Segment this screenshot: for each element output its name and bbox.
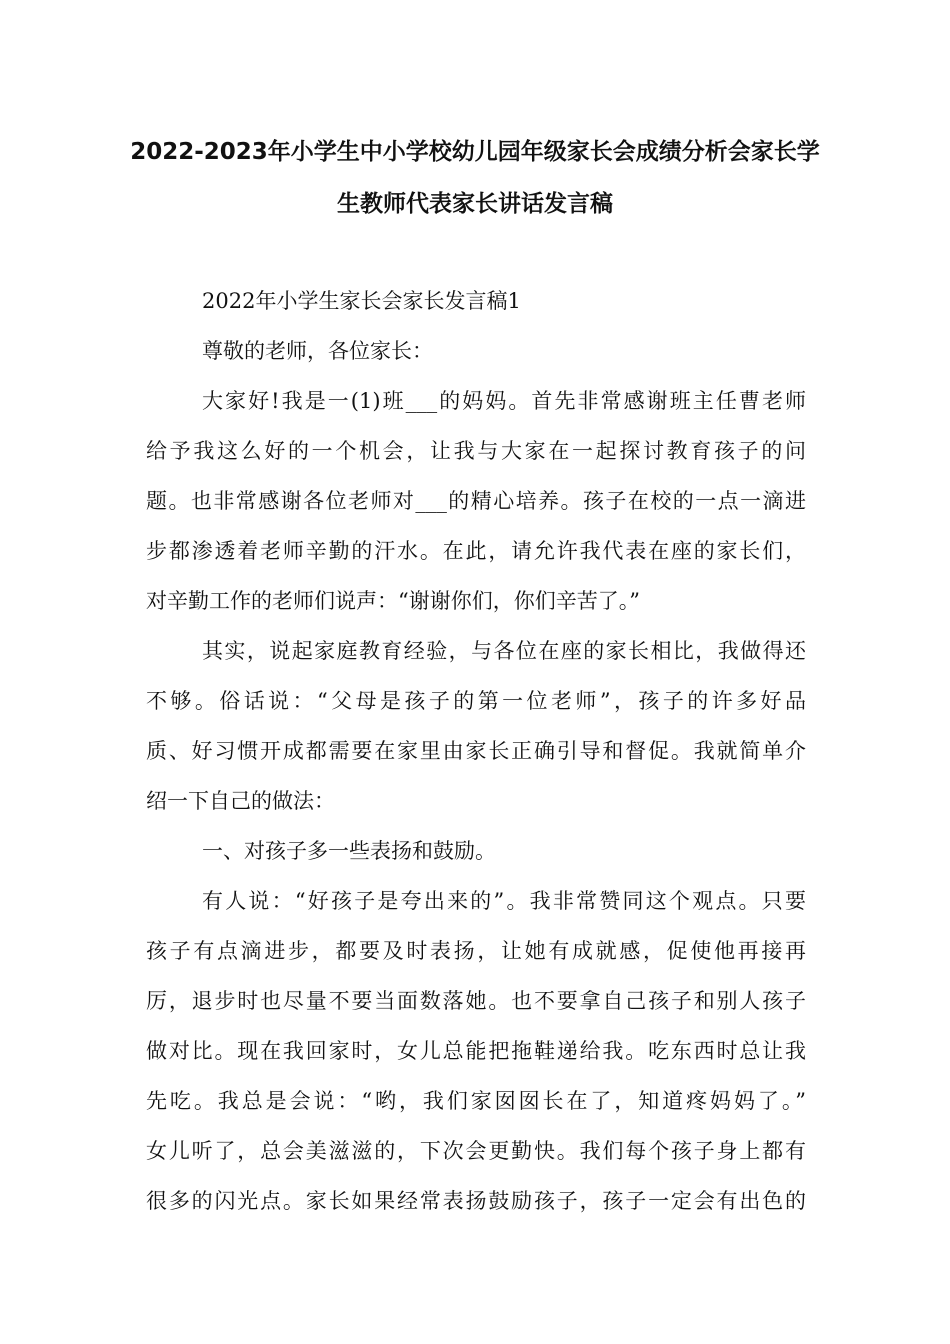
paragraph-4-line-5: 先吃。我总是会说：“哟，我们家囡囡长在了，知道疼妈妈了。” [146,1089,806,1113]
paragraph-1-line-1: 大家好!我是一(1)班___的妈妈。首先非常感谢班主任曹老师 [202,389,806,413]
paragraph-4-line-6: 女儿听了，总会美滋滋的，下次会更勤快。我们每个孩子身上都有 [146,1139,806,1163]
title-line-1: 2022-2023年小学生中小学校幼儿园年级家长会成绩分析会家长学 [130,139,820,165]
title-line-2: 生教师代表家长讲话发言稿 [337,191,613,217]
paragraph-4-line-7: 很多的闪光点。家长如果经常表扬鼓励孩子，孩子一定会有出色的 [146,1189,806,1213]
paragraph-2-line-2: 不够。俗话说：“父母是孩子的第一位老师”，孩子的许多好品 [146,689,806,713]
paragraph-4-line-2: 孩子有点滴进步，都要及时表扬，让她有成就感，促使他再接再 [146,939,806,963]
paragraph-1-line-2: 给予我这么好的一个机会，让我与大家在一起探讨教育孩子的问 [146,439,806,463]
salutation: 尊敬的老师，各位家长： [202,339,433,363]
paragraph-2-line-3: 质、好习惯开成都需要在家里由家长正确引导和督促。我就简单介 [146,739,806,763]
paragraph-1-line-4: 步都渗透着老师辛勤的汗水。在此，请允许我代表在座的家长们， [146,539,806,563]
document-title [130,126,820,230]
paragraph-2-line-1: 其实，说起家庭教育经验，与各位在座的家长相比，我做得还 [202,639,806,663]
paragraph-4-line-1: 有人说：“好孩子是夸出来的”。我非常赞同这个观点。只要 [202,889,806,913]
document-body [146,276,806,1226]
paragraph-1-line-3: 题。也非常感谢各位老师对___的精心培养。孩子在校的一点一滴进 [146,489,806,513]
paragraph-2-line-4: 绍一下自己的做法： [146,789,335,813]
paragraph-1-line-5: 对辛勤工作的老师们说声：“谢谢你们，你们辛苦了。” [146,589,640,613]
paragraph-3-line-1: 一、对孩子多一些表扬和鼓励。 [202,839,496,863]
section-heading: 2022年小学生家长会家长发言稿1 [202,289,521,313]
paragraph-4-line-3: 厉，退步时也尽量不要当面数落她。也不要拿自己孩子和别人孩子 [146,989,806,1013]
paragraph-4-line-4: 做对比。现在我回家时，女儿总能把拖鞋递给我。吃东西时总让我 [146,1039,806,1063]
